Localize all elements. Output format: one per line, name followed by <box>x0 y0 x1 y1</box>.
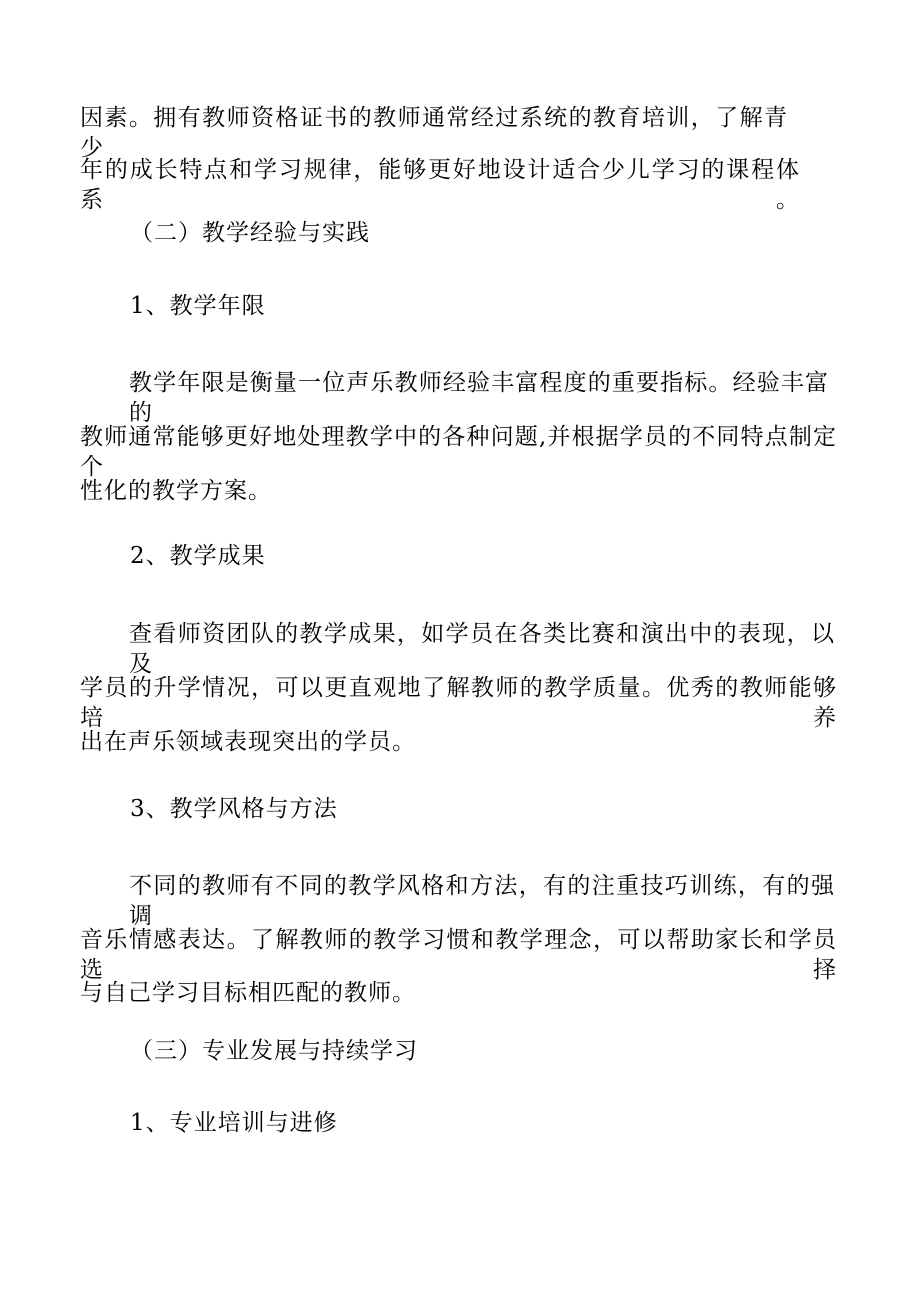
paragraph-line: 年的成长特点和学习规律，能够更好地设计适合少儿学习的课程体系。 <box>80 157 800 213</box>
subsection-heading: 1、专业培训与进修 <box>130 1110 338 1136</box>
paragraph-line: 与自己学习目标相匹配的教师。 <box>80 980 416 1006</box>
subsection-heading: 2、教学成果 <box>130 543 266 569</box>
paragraph-line: 不同的教师有不同的教学风格和方法，有的注重技巧训练，有的强调 <box>129 873 835 929</box>
paragraph-line: 查看师资团队的教学成果，如学员在各类比赛和演出中的表现，以及 <box>129 621 835 677</box>
section-heading: （三）专业发展与持续学习 <box>130 1038 418 1064</box>
subsection-heading: 3、教学风格与方法 <box>130 796 338 822</box>
paragraph-line: 教师通常能够更好地处理教学中的各种问题,并根据学员的不同特点制定个 <box>80 424 837 480</box>
paragraph-line: 因素。拥有教师资格证书的教师通常经过系统的教育培训，了解青少 <box>80 105 788 161</box>
section-heading: （二）教学经验与实践 <box>130 220 370 246</box>
paragraph-line: 性化的教学方案。 <box>80 478 272 504</box>
paragraph-line: 音乐情感表达。了解教师的教学习惯和教学理念，可以帮助家长和学员选择 <box>80 927 837 983</box>
paragraph-line: 教学年限是衡量一位声乐教师经验丰富程度的重要指标。经验丰富的 <box>129 370 829 426</box>
paragraph-line: 出在声乐领域表现突出的学员。 <box>80 729 416 755</box>
paragraph-line: 学员的升学情况，可以更直观地了解教师的教学质量。优秀的教师能够培养 <box>80 675 837 731</box>
subsection-heading: 1、教学年限 <box>130 293 266 319</box>
